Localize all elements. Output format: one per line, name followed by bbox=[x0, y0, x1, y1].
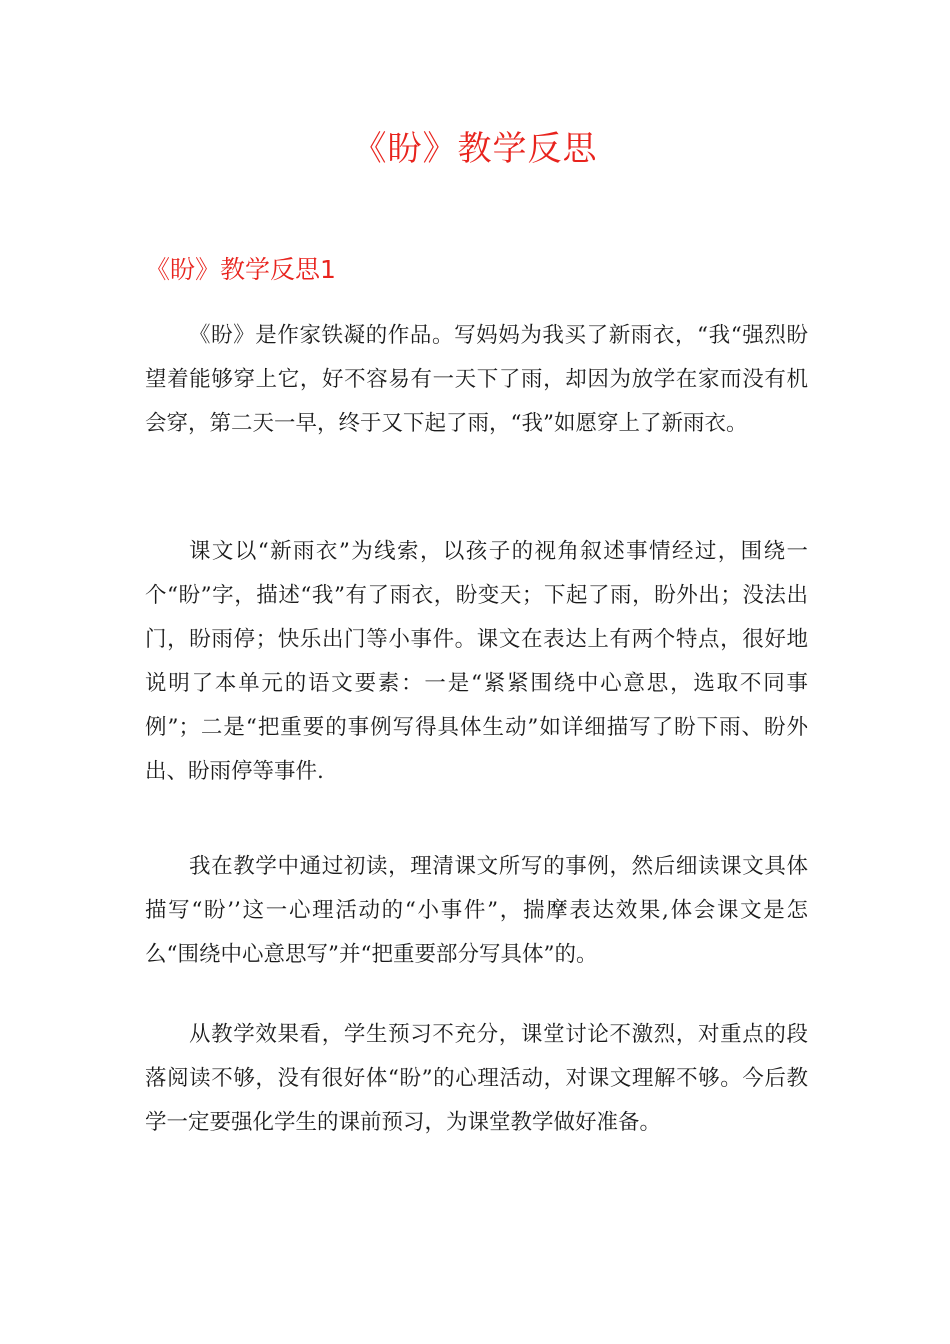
section-heading: 《盼》教学反思1 bbox=[145, 255, 336, 284]
paragraph-2: 课文以“新雨衣”为线索，以孩子的视角叙述事情经过，围绕一个“盼”字，描述“我”有了雨衣，盼变天；下起了雨，盼外出；没法出门，盼雨停；快乐出门等小事件。课文在表达上有两个特点，很好地说明了本单元的语文要素：一是“紧紧围绕中心意思，选取不同事例”；二是“把重要的事例写得具体生动”如详细描写了盼下雨、盼外出、盼雨停等事件. bbox=[145, 539, 808, 784]
paragraph-1: 《盼》是作家铁凝的作品。写妈妈为我买了新雨衣，“我“强烈盼望着能够穿上它，好不容易有一天下了雨，却因为放学在家而没有机会穿，第二天一早，终于又下起了雨，“我”如愿穿上了新雨衣。 bbox=[145, 323, 808, 436]
paragraph-4: 从教学效果看，学生预习不充分，课堂讨论不激烈，对重点的段落阅读不够，没有很好体“盼”的心理活动，对课文理解不够。今后教学一定要强化学生的课前预习，为课堂教学做好准备。 bbox=[145, 1022, 808, 1135]
document-title: 《盼》教学反思 bbox=[352, 129, 598, 169]
paragraph-3: 我在教学中通过初读，理清课文所写的事例，然后细读课文具体描写“盼’’这一心理活动的“小事件”，揣摩表达效果,体会课文是怎么“围绕中心意思写”并“把重要部分写具体”的。 bbox=[145, 854, 808, 967]
